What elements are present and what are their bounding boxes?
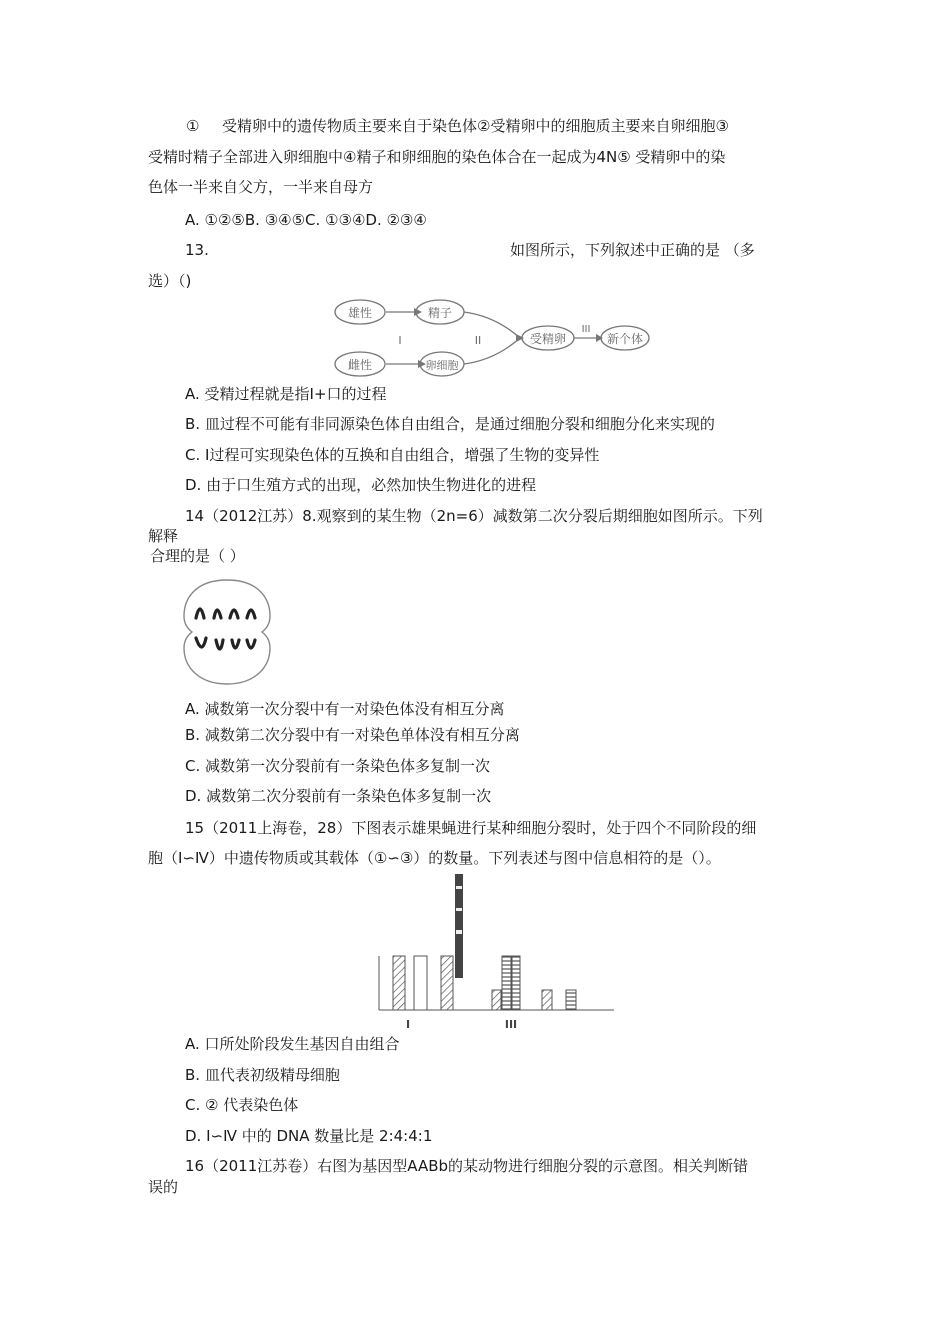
reproduction-flow-diagram <box>330 296 660 380</box>
bar-group1-diag2 <box>441 956 453 1010</box>
q14-option-c: C. 减数第一次分裂前有一条染色体多复制一次 <box>185 757 491 775</box>
q14-option-d: D. 减数第二次分裂前有一条染色体多复制一次 <box>185 787 492 805</box>
female-label: 雌性 <box>347 358 373 372</box>
bar-group1-diag <box>393 956 405 1010</box>
q13-option-a: A. 受精过程就是指Ⅰ+口的过程 <box>185 385 387 403</box>
cell-division-figure <box>180 576 275 688</box>
q15-option-c: C. ② 代表染色体 <box>185 1096 299 1114</box>
q13-stem: 如图所示，下列叙述中正确的是 （多 <box>510 241 755 259</box>
male-label: 雄性 <box>347 306 373 320</box>
q14-option-b: B. 减数第二次分裂中有一对染色单体没有相互分离 <box>185 726 520 744</box>
q13-stem-cont: 选）（) <box>148 272 192 290</box>
bar-group3-hlines2 <box>512 956 520 1010</box>
occluding-bar <box>455 874 463 978</box>
q15-stem-line2: 胞（Ⅰ∽Ⅳ）中遗传物质或其载体（①∽③）的数量。下列表述与图中信息相符的是（）。 <box>148 849 721 867</box>
q16-stem-line1: 16（2011江苏卷）右图为基因型AABb的某动物进行细胞分裂的示意图。相关判断错 <box>185 1157 749 1175</box>
q12-line3-text: 色体一半来自父方，一半来自母方 <box>148 178 374 196</box>
bar-chart-figure <box>372 872 622 1034</box>
bar-group3-hlines <box>502 956 511 1010</box>
q13-option-b: B. 皿过程不可能有非同源染色体自由组合，是通过细胞分裂和细胞分化来实现的 <box>185 415 715 433</box>
sperm-label: 精子 <box>427 306 453 320</box>
q13-option-c: C. Ⅰ过程可实现染色体的互换和自由组合，增强了生物的变异性 <box>185 446 600 464</box>
zygote-label: 受精卵 <box>529 332 567 346</box>
q15-option-a: A. 口所处阶段发生基因自由组合 <box>185 1035 400 1053</box>
stage-2-label: II <box>474 334 482 347</box>
q14-stem-line2: 解释 <box>148 527 179 545</box>
new-individual-label: 新个体 <box>606 332 644 346</box>
q13-number: 13. <box>185 241 209 259</box>
stage-3-label: III <box>581 324 591 335</box>
chart-label-3: III <box>504 1018 518 1031</box>
q12-options: A. ①②⑤B. ③④⑤C. ①③④D. ②③④ <box>185 211 427 229</box>
egg-label: 卵细胞 <box>425 359 459 372</box>
q12-line1-text: 受精卵中的遗传物质主要来自于染色体②受精卵中的细胞质主要来自卵细胞③ <box>222 117 729 135</box>
q15-option-d: D. Ⅰ∽Ⅳ 中的 DNA 数量比是 2:4:4:1 <box>185 1127 433 1145</box>
q16-stem-line2: 误的 <box>148 1178 179 1196</box>
q15-stem-line1: 15（2011上海卷，28）下图表示雄果蝇进行某种细胞分裂时，处于四个不同阶段的细 <box>185 819 757 837</box>
q15-option-b: B. 皿代表初级精母细胞 <box>185 1066 340 1084</box>
q12-line2-text: 受精时精子全部进入卵细胞中④精子和卵细胞的染色体合在一起成为4N⑤ 受精卵中的染 <box>148 148 726 166</box>
q14-stem-line3: 合理的是（ ） <box>150 547 245 565</box>
q13-option-d: D. 由于口生殖方式的出现，必然加快生物进化的进程 <box>185 476 537 494</box>
bar-group4-hlines <box>566 990 576 1010</box>
q14-option-a: A. 减数第一次分裂中有一对染色体没有相互分离 <box>185 700 505 718</box>
q14-stem-line1: 14（2012江苏）8.观察到的某生物（2n=6）减数第二次分裂后期细胞如图所示。下列 <box>185 507 763 525</box>
q12-line1-marker: ① <box>186 117 200 135</box>
bar-group1-empty <box>414 956 427 1010</box>
bar-group3-diag <box>492 990 501 1010</box>
chart-label-1: I <box>405 1018 411 1031</box>
stage-1-label: I <box>398 334 402 347</box>
bar-group4-diag <box>542 990 552 1010</box>
